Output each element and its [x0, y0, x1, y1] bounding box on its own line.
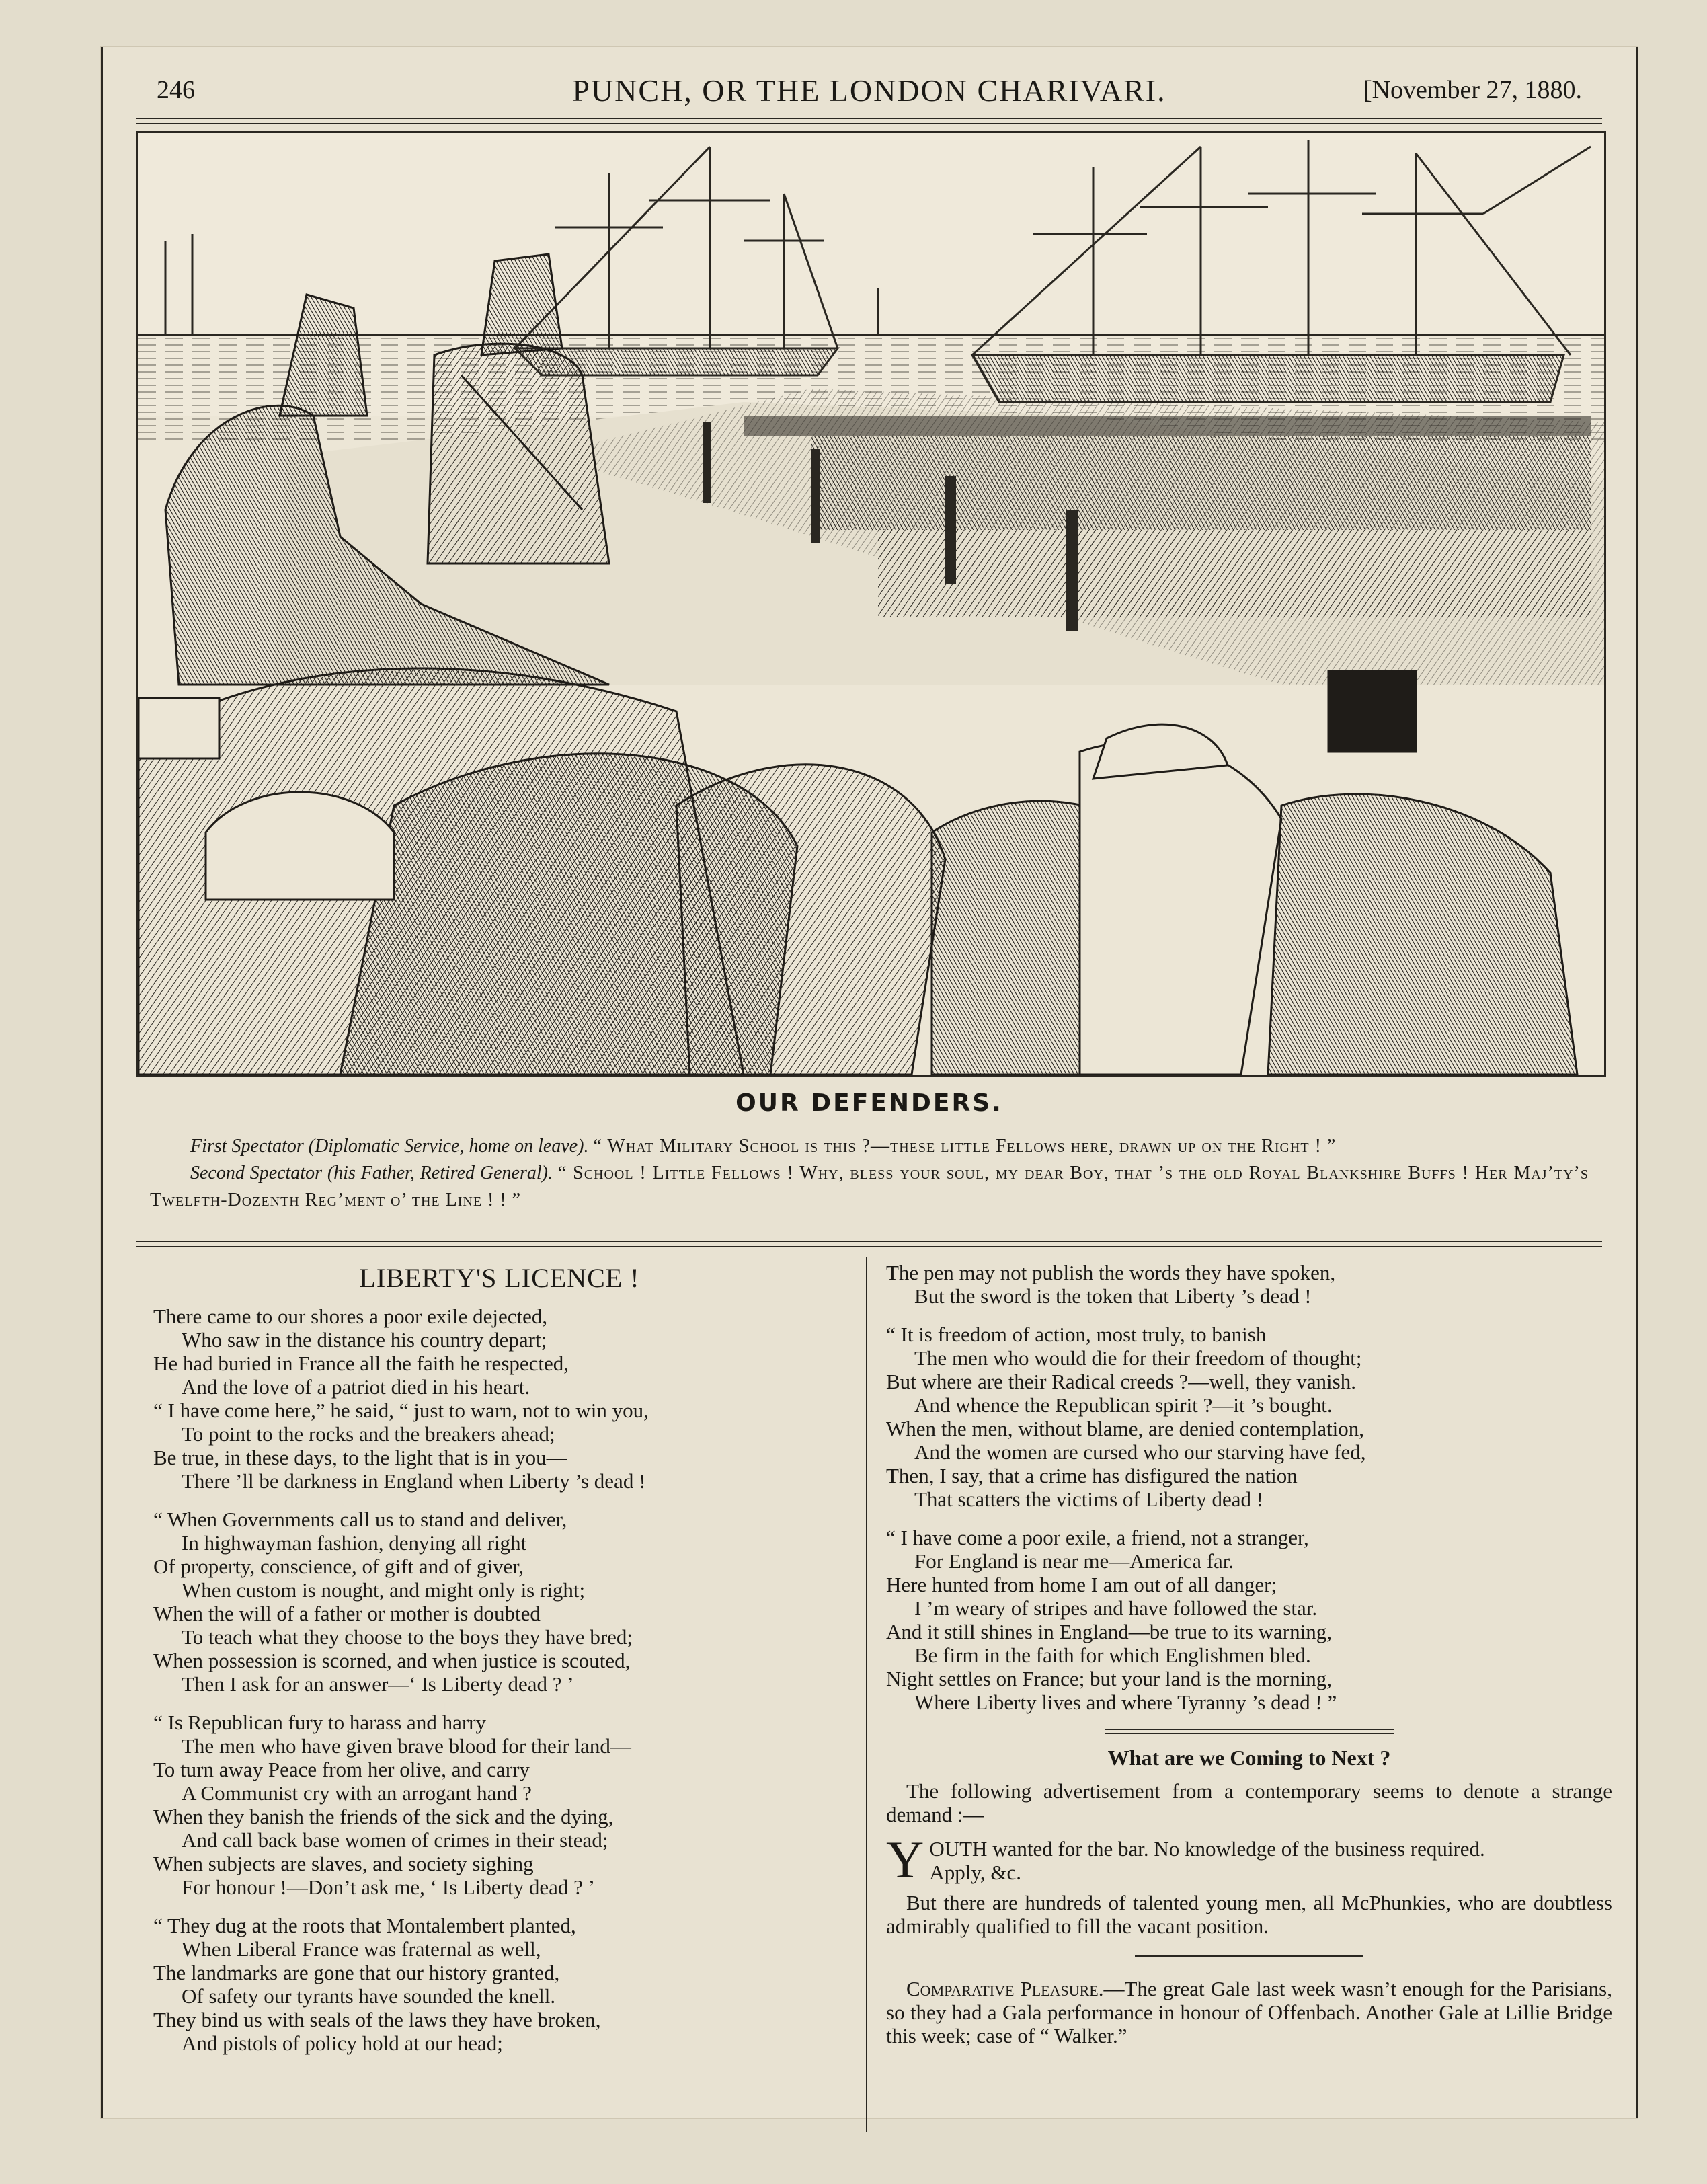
engraving-image [138, 133, 1604, 1075]
poem-stanzas-left [153, 1304, 846, 2055]
poem-line: But the sword is the token that Liberty ’s dead ! [914, 1284, 1312, 1308]
article-intro-text: The following advertisement from a contemporary seems to denote a strange demand :— [886, 1779, 1612, 1826]
caption-first [150, 1133, 1589, 1160]
poem-line: That scatters the victims of Liberty dead ! [914, 1487, 1264, 1511]
poem-line: To teach what they choose to the boys they have bred; [182, 1625, 633, 1649]
poem-line: When they banish the friends of the sick and the dying, [153, 1805, 614, 1828]
poem-line: “ Is Republican fury to harass and harry [153, 1711, 486, 1734]
poem-line: And the love of a patriot died in his heart. [182, 1375, 530, 1399]
advertisement [886, 1830, 1612, 1889]
poem-stanzas-right [886, 1261, 1612, 1714]
poem-line: Of property, conscience, of gift and of giver, [153, 1555, 524, 1578]
poem-line: “ It is freedom of action, most truly, to banish [886, 1323, 1267, 1346]
poem-line: I ’m weary of stripes and have followed the star. [914, 1596, 1318, 1620]
second-quote: “ School ! Little Fellows ! Why, bless your soul, my dear Boy, that ’s the old Royal Blankshire Buffs ! Her Maj’ty’s Twelfth-Dozenth Reg’ment o’ the Line ! ! ” [150, 1163, 1589, 1210]
poem-line: But where are their Radical creeds ?—well, they vanish. [886, 1370, 1356, 1393]
ad-text: OUTH wanted for the bar. No knowledge of the business required. [929, 1837, 1485, 1861]
right-column [886, 1261, 1612, 2054]
poem-stanza [153, 1711, 846, 1899]
page-header [157, 67, 1582, 114]
column-divider [866, 1257, 867, 2132]
poem-line: “ They dug at the roots that Montalembert planted, [153, 1914, 576, 1937]
article-title: What are we Coming to Next ? [1107, 1746, 1391, 1770]
poem-line: There ’ll be darkness in England when Liberty ’s dead ! [182, 1469, 646, 1493]
article-rule [1105, 1729, 1394, 1734]
poem-line: A Communist cry with an arrogant hand ? [182, 1781, 532, 1805]
second-role: (his Father, Retired General). [327, 1163, 553, 1183]
publication-title: PUNCH, OR THE LONDON CHARIVARI. [572, 73, 1166, 108]
article-intro [886, 1779, 1612, 1826]
poem-line: “ When Governments call us to stand and deliver, [153, 1508, 567, 1531]
poem-line: Be true, in these days, to the light that is in you— [153, 1446, 567, 1469]
poem-line: “ I have come a poor exile, a friend, not a stranger, [886, 1526, 1309, 1549]
poem-line: Be firm in the faith for which Englishmen bled. [914, 1643, 1311, 1667]
poem-stanza [886, 1323, 1612, 1511]
poem-line: To turn away Peace from her olive, and carry [153, 1758, 530, 1781]
poem-title: LIBERTY'S LICENCE ! [359, 1263, 640, 1293]
poem-stanza [153, 1914, 846, 2055]
poem-line: For honour !—Don’t ask me, ‘ Is Liberty dead ? ’ [182, 1875, 595, 1899]
poem-line: When the men, without blame, are denied contemplation, [886, 1417, 1365, 1440]
cartoon-title: OUR DEFENDERS. [736, 1089, 1003, 1117]
poem-line: And it still shines in England—be true to its warning, [886, 1620, 1332, 1643]
newspaper-page [101, 47, 1638, 2118]
first-quote: “ What Military School is this ?—these little Fellows here, drawn up on the Right ! ” [593, 1136, 1337, 1157]
poem-line: He had buried in France all the faith he respected, [153, 1352, 569, 1375]
comparative-heading: Comparative Pleasure. [906, 1977, 1104, 2000]
poem-line: And whence the Republican spirit ?—it ’s bought. [914, 1393, 1333, 1417]
poem-line: When custom is nought, and might only is right; [182, 1578, 586, 1602]
ad-drop-initial: Y [886, 1830, 924, 1889]
second-speaker: Second Spectator [190, 1163, 323, 1183]
poem-line: Here hunted from home I am out of all danger; [886, 1573, 1277, 1596]
issue-date: [November 27, 1880. [1363, 76, 1582, 104]
ad-apply: Apply, &c. [929, 1861, 1021, 1884]
poem-line: When the will of a father or mother is doubted [153, 1602, 541, 1625]
poem-stanza [153, 1304, 846, 1493]
poem-line: And pistols of policy hold at our head; [182, 2031, 503, 2055]
poem-line: The pen may not publish the words they have spoken, [886, 1261, 1336, 1284]
poem-line: Where Liberty lives and where Tyranny ’s dead ! ” [914, 1690, 1337, 1714]
comparative-text: —The great Gale last week wasn’t enough for the Parisians, so they had a Gala performance in honour of Offenbach. Another Gale at Lillie Bridge this week; case of “ Walker.” [886, 1977, 1612, 2048]
poem-line: The men who would die for their freedom of thought; [914, 1346, 1362, 1370]
comparative-pleasure [886, 1977, 1612, 2048]
poem-line: They bind us with seals of the laws they have broken, [153, 2008, 601, 2031]
poem-line: When Liberal France was fraternal as well, [182, 1937, 541, 1961]
cartoon-illustration [136, 131, 1606, 1077]
header-rule [136, 118, 1602, 124]
poem-line: The men who have given brave blood for their land— [182, 1734, 631, 1758]
poem-stanza [886, 1261, 1612, 1308]
poem-line: When subjects are slaves, and society sighing [153, 1852, 534, 1875]
section-rule [136, 1241, 1602, 1247]
first-speaker: First Spectator [190, 1136, 304, 1157]
poem-line: Of safety our tyrants have sounded the knell. [182, 1984, 556, 2008]
poem-line: Then I ask for an answer—‘ Is Liberty dead ? ’ [182, 1672, 574, 1696]
poem-stanza [153, 1508, 846, 1696]
page-number: 246 [157, 76, 195, 104]
left-column [153, 1261, 846, 2070]
poem-line: In highwayman fashion, denying all right [182, 1531, 527, 1555]
poem-line: For England is near me—America far. [914, 1549, 1234, 1573]
poem-line: To point to the rocks and the breakers ahead; [182, 1422, 555, 1446]
article-outro [886, 1891, 1612, 1938]
poem-line: Night settles on France; but your land is the morning, [886, 1667, 1332, 1690]
poem-line: Who saw in the distance his country depart; [182, 1328, 547, 1352]
poem-line: There came to our shores a poor exile dejected, [153, 1304, 548, 1328]
poem-line: The landmarks are gone that our history granted, [153, 1961, 560, 1984]
poem-line: And the women are cursed who our starving have fed, [914, 1440, 1366, 1464]
poem-stanza [886, 1526, 1612, 1714]
poem-line: “ I have come here,” he said, “ just to warn, not to win you, [153, 1399, 649, 1422]
poem-line: And call back base women of crimes in their stead; [182, 1828, 608, 1852]
paragraph-rule [1135, 1955, 1363, 1957]
article-outro-text: But there are hundreds of talented young men, all McPhunkies, who are doubtless admirably qualified to fill the vacant position. [886, 1891, 1612, 1938]
caption-second [150, 1160, 1589, 1214]
poem-line: Then, I say, that a crime has disfigured the nation [886, 1464, 1298, 1487]
cartoon-caption [150, 1133, 1589, 1214]
first-role: (Diplomatic Service, home on leave). [308, 1136, 589, 1157]
poem-line: When possession is scorned, and when justice is scouted, [153, 1649, 631, 1672]
